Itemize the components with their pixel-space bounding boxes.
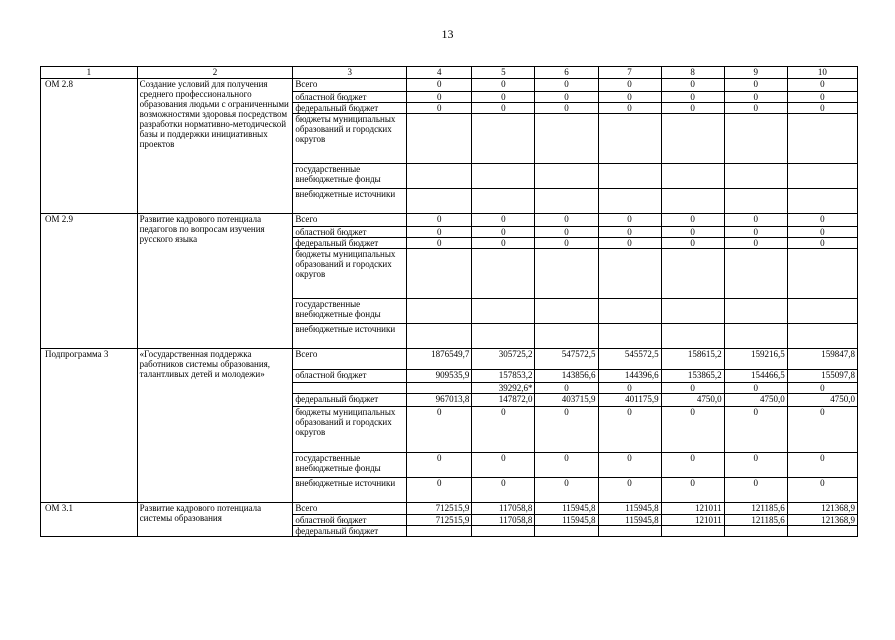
value-cell: 159216,5 [724,349,787,370]
value-cell: 0 [472,407,535,453]
funding-source: областной бюджет [293,92,407,103]
value-cell: 0 [787,453,857,478]
value-cell: 0 [787,478,857,503]
header-cell: 4 [407,67,472,79]
value-cell: 0 [661,92,724,103]
value-cell [787,189,857,214]
row-code: ОМ 2.8 [41,79,138,214]
value-cell: 115945,8 [598,515,661,526]
funding-source: Всего [293,349,407,370]
value-cell: 0 [724,227,787,238]
value-cell: 0 [407,227,472,238]
value-cell: 0 [724,214,787,227]
funding-source: Всего [293,79,407,92]
value-cell: 0 [724,407,787,453]
value-cell [407,249,472,299]
value-cell: 39292,6* [472,383,535,394]
value-cell: 0 [407,407,472,453]
value-cell: 0 [598,238,661,249]
value-cell [598,324,661,349]
value-cell: 0 [535,214,598,227]
value-cell: 153865,2 [661,370,724,383]
value-cell [724,164,787,189]
value-cell [535,299,598,324]
value-cell: 0 [787,92,857,103]
value-cell [472,249,535,299]
value-cell: 0 [598,478,661,503]
value-cell: 115945,8 [535,515,598,526]
value-cell: 0 [661,214,724,227]
value-cell [407,526,472,537]
value-cell: 0 [598,227,661,238]
value-cell: 0 [787,103,857,114]
value-cell: 0 [472,227,535,238]
value-cell: 0 [472,103,535,114]
funding-source: Всего [293,214,407,227]
value-cell: 0 [535,103,598,114]
funding-source: федеральный бюджет [293,103,407,114]
value-cell [598,114,661,164]
value-cell [407,324,472,349]
value-cell [407,164,472,189]
value-cell: 0 [724,103,787,114]
value-cell [535,114,598,164]
value-cell [787,114,857,164]
budget-table [40,66,858,537]
value-cell: 0 [787,79,857,92]
value-cell [661,526,724,537]
value-cell: 121185,6 [724,515,787,526]
table-row [41,349,858,370]
value-cell: 115945,8 [598,503,661,515]
value-cell: 545572,5 [598,349,661,370]
value-cell: 157853,2 [472,370,535,383]
value-cell: 0 [787,238,857,249]
value-cell [787,299,857,324]
value-cell: 0 [661,103,724,114]
value-cell: 909535,9 [407,370,472,383]
value-cell: 0 [535,478,598,503]
row-name: Развитие кадрового потенциала педагогов по вопросам изучения русского языка [137,214,293,349]
value-cell: 0 [472,238,535,249]
value-cell: 712515,9 [407,503,472,515]
value-cell: 4750,0 [787,394,857,407]
header-cell: 7 [598,67,661,79]
value-cell [661,164,724,189]
row-code: ОМ 3.1 [41,503,138,537]
header-cell: 1 [41,67,138,79]
value-cell: 0 [407,214,472,227]
value-cell: 0 [787,407,857,453]
value-cell: 121185,6 [724,503,787,515]
value-cell [724,249,787,299]
value-cell: 4750,0 [724,394,787,407]
value-cell: 0 [407,92,472,103]
value-cell [472,189,535,214]
value-cell: 0 [407,478,472,503]
header-cell: 8 [661,67,724,79]
header-cell: 5 [472,67,535,79]
value-cell [598,164,661,189]
value-cell: 0 [661,453,724,478]
row-code: ОМ 2.9 [41,214,138,349]
value-cell: 121368,9 [787,515,857,526]
value-cell: 0 [661,79,724,92]
value-cell: 121368,9 [787,503,857,515]
value-cell: 0 [724,92,787,103]
header-cell: 3 [293,67,407,79]
value-cell: 0 [472,478,535,503]
value-cell [661,114,724,164]
value-cell [535,189,598,214]
funding-source: государственные внебюджетные фонды [293,164,407,189]
page-number: 13 [441,27,454,41]
value-cell: 0 [724,238,787,249]
value-cell: 0 [472,453,535,478]
value-cell: 0 [535,92,598,103]
value-cell: 0 [661,227,724,238]
value-cell [724,324,787,349]
value-cell: 305725,2 [472,349,535,370]
header-cell: 10 [787,67,857,79]
value-cell: 115945,8 [535,503,598,515]
funding-source: бюджеты муниципальных образований и городских округов [293,114,407,164]
value-cell [598,526,661,537]
value-cell: 117058,8 [472,503,535,515]
value-cell: 154466,5 [724,370,787,383]
value-cell: 0 [598,453,661,478]
value-cell [787,526,857,537]
value-cell: 0 [407,103,472,114]
value-cell [661,189,724,214]
value-cell: 401175,9 [598,394,661,407]
value-cell [724,189,787,214]
value-cell: 0 [724,453,787,478]
value-cell [472,526,535,537]
value-cell: 158615,2 [661,349,724,370]
funding-source: федеральный бюджет [293,394,407,407]
value-cell: 403715,9 [535,394,598,407]
value-cell [407,383,472,394]
value-cell: 0 [472,92,535,103]
value-cell [787,324,857,349]
value-cell: 0 [407,79,472,92]
value-cell [598,189,661,214]
value-cell [535,324,598,349]
value-cell [724,526,787,537]
value-cell: 1876549,7 [407,349,472,370]
value-cell: 967013,8 [407,394,472,407]
funding-source: бюджеты муниципальных образований и городских округов [293,249,407,299]
funding-source: федеральный бюджет [293,526,407,537]
value-cell [661,299,724,324]
value-cell: 121011 [661,503,724,515]
value-cell: 0 [724,79,787,92]
value-cell [535,526,598,537]
table-row [41,214,858,227]
header-cell: 9 [724,67,787,79]
row-code: Подпрограмма 3 [41,349,138,503]
value-cell [407,114,472,164]
value-cell [407,299,472,324]
header-row [41,67,858,79]
value-cell: 117058,8 [472,515,535,526]
value-cell: 0 [598,214,661,227]
header-cell: 2 [137,67,293,79]
value-cell: 0 [724,383,787,394]
header-cell: 6 [535,67,598,79]
value-cell: 0 [787,227,857,238]
value-cell: 0 [661,407,724,453]
table-row [41,503,858,515]
value-cell: 144396,6 [598,370,661,383]
value-cell: 0 [407,238,472,249]
value-cell: 0 [787,383,857,394]
table-row [41,79,858,92]
value-cell [407,189,472,214]
value-cell [787,164,857,189]
value-cell [472,299,535,324]
value-cell [535,249,598,299]
funding-source: областной бюджет [293,227,407,238]
value-cell [787,249,857,299]
value-cell: 155097,8 [787,370,857,383]
value-cell: 0 [787,214,857,227]
row-name: «Государственная поддержка работников системы образования, талантливых детей и молодежи» [137,349,293,503]
value-cell: 143856,6 [535,370,598,383]
value-cell: 0 [661,238,724,249]
value-cell: 0 [535,383,598,394]
value-cell: 0 [598,383,661,394]
value-cell: 0 [535,79,598,92]
value-cell [472,114,535,164]
value-cell: 0 [724,478,787,503]
value-cell: 0 [598,103,661,114]
funding-source: внебюджетные источники [293,189,407,214]
funding-source: внебюджетные источники [293,324,407,349]
funding-source [293,383,407,394]
funding-source: федеральный бюджет [293,238,407,249]
value-cell: 0 [535,407,598,453]
value-cell: 0 [472,79,535,92]
value-cell: 159847,8 [787,349,857,370]
funding-source: областной бюджет [293,515,407,526]
value-cell: 147872,0 [472,394,535,407]
value-cell [661,324,724,349]
value-cell: 0 [535,227,598,238]
funding-source: государственные внебюджетные фонды [293,299,407,324]
value-cell [724,114,787,164]
value-cell: 0 [598,79,661,92]
value-cell: 0 [598,92,661,103]
value-cell: 0 [535,453,598,478]
funding-source: бюджеты муниципальных образований и городских округов [293,407,407,453]
row-name: Развитие кадрового потенциала системы образования [137,503,293,537]
value-cell: 0 [407,453,472,478]
funding-source: внебюджетные источники [293,478,407,503]
value-cell [724,299,787,324]
value-cell: 547572,5 [535,349,598,370]
value-cell: 121011 [661,515,724,526]
funding-source: государственные внебюджетные фонды [293,453,407,478]
value-cell [598,299,661,324]
value-cell: 0 [661,478,724,503]
value-cell: 0 [661,383,724,394]
funding-source: Всего [293,503,407,515]
value-cell: 4750,0 [661,394,724,407]
value-cell: 712515,9 [407,515,472,526]
value-cell [661,249,724,299]
value-cell: 0 [535,238,598,249]
row-name: Создание условий для получения среднего профессионального образования людьми с ограниченными возможностями здоровья посредством разработки нормативно-методической базы и поддержки инициативных проектов [137,79,293,214]
value-cell [472,164,535,189]
value-cell [598,249,661,299]
value-cell [535,164,598,189]
value-cell: 0 [598,407,661,453]
value-cell [472,324,535,349]
funding-source: областной бюджет [293,370,407,383]
value-cell: 0 [472,214,535,227]
